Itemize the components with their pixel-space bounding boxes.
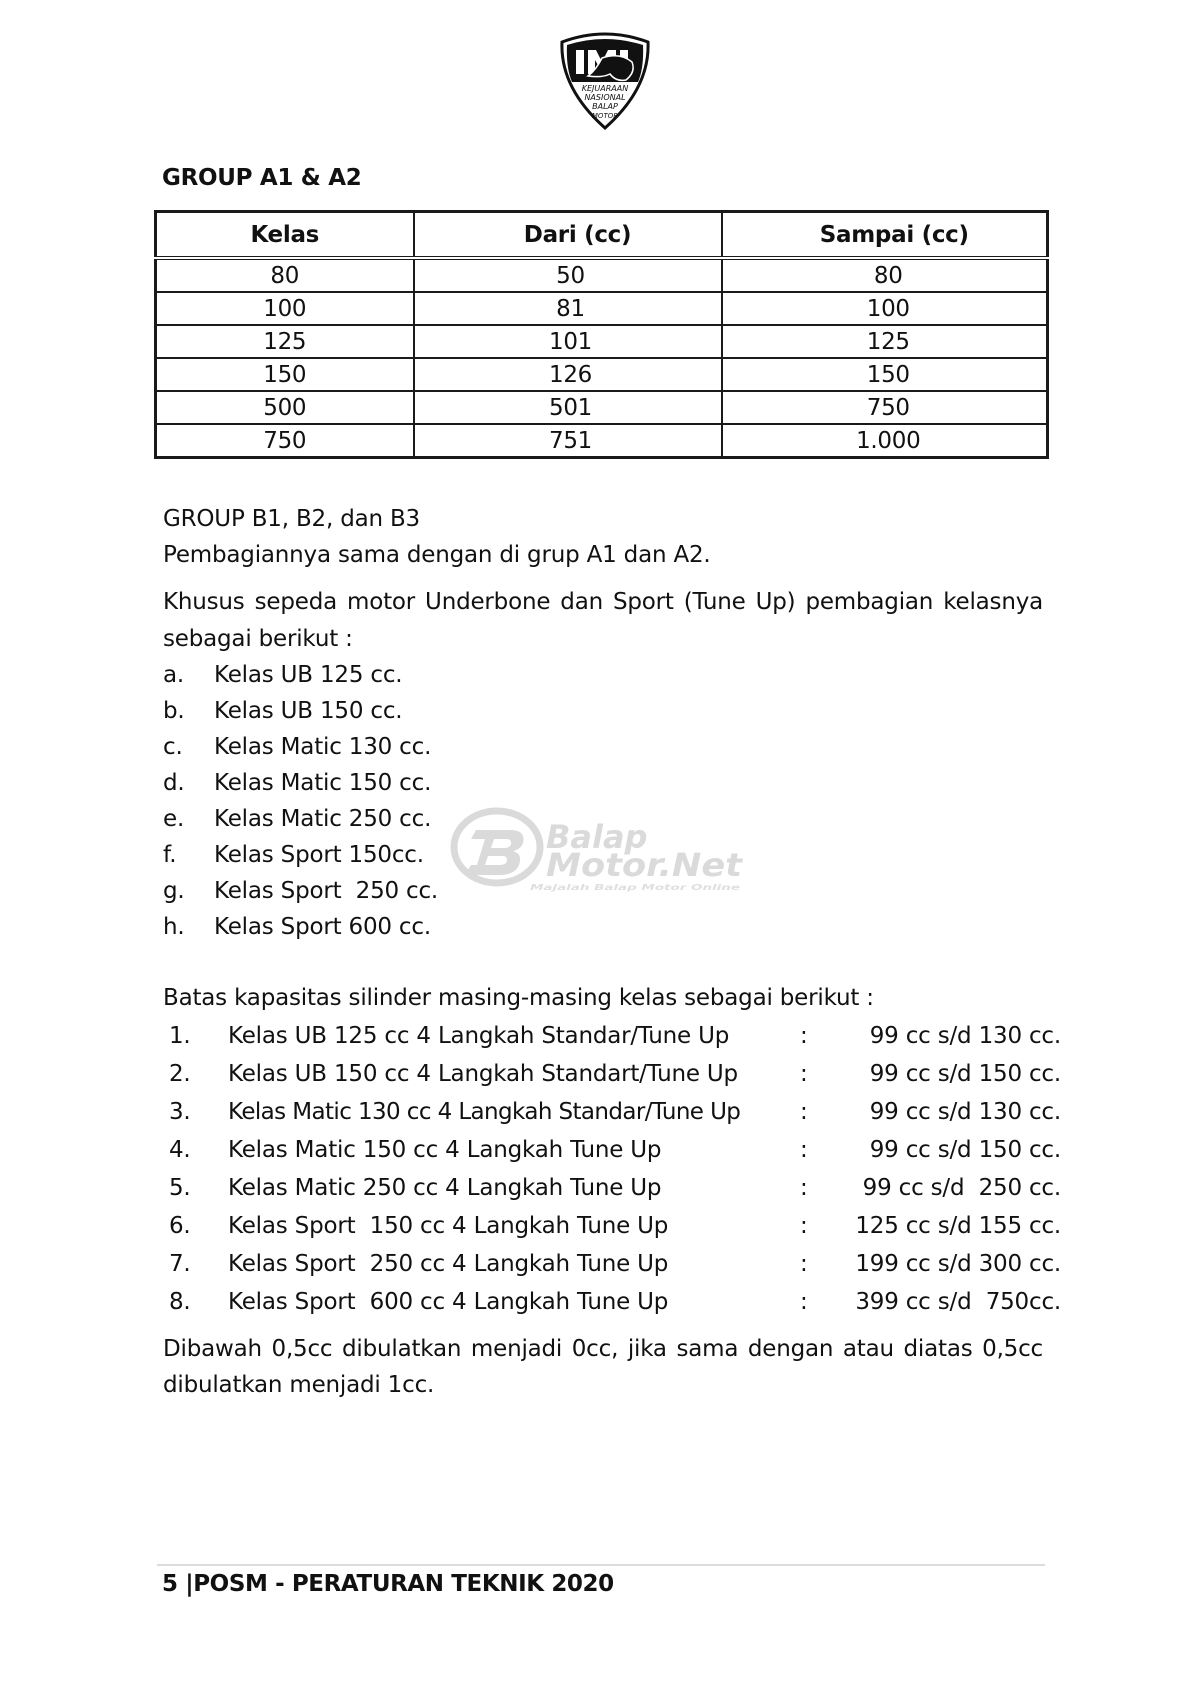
capacity-num: 2.: [169, 1061, 191, 1087]
group-b-heading: GROUP B1, B2, dan B3: [163, 506, 420, 532]
watermark-tagline: Majalah Balap Motor Online: [530, 883, 741, 892]
list-marker: c.: [163, 734, 183, 760]
capacity-num: 4.: [169, 1137, 191, 1163]
cell-sampai: 80: [722, 258, 1048, 292]
header-dari: Dari (cc): [414, 212, 722, 259]
capacity-class: Kelas Sport 600 cc 4 Langkah Tune Up: [228, 1289, 669, 1315]
list-item: Kelas Matic 150 cc.: [214, 770, 432, 796]
cell-kelas: 750: [156, 424, 414, 458]
list-marker: d.: [163, 770, 185, 796]
list-marker: e.: [163, 806, 185, 832]
capacity-range: 125 cc s/d 155 cc.: [855, 1213, 1061, 1239]
list-marker: f.: [163, 842, 177, 868]
list-marker: b.: [163, 698, 185, 724]
capacity-separator: :: [800, 1175, 808, 1201]
list-marker: a.: [163, 662, 185, 688]
watermark-line2: Motor.Net: [546, 846, 744, 884]
class-capacity-table: [154, 210, 1049, 459]
logo-text-2: NASIONAL: [584, 93, 626, 102]
capacity-intro: Batas kapasitas silinder masing-masing kelas sebagai berikut :: [163, 985, 874, 1011]
list-item: Kelas Sport 250 cc.: [214, 878, 439, 904]
table-row: [156, 358, 1048, 391]
table-row: [156, 325, 1048, 358]
capacity-class: Kelas UB 150 cc 4 Langkah Standart/Tune Up: [228, 1061, 738, 1087]
special-intro-line2: sebagai berikut :: [163, 626, 353, 652]
capacity-separator: :: [800, 1213, 808, 1239]
cell-dari: 81: [414, 292, 722, 325]
capacity-class: Kelas Sport 250 cc 4 Langkah Tune Up: [228, 1251, 669, 1277]
capacity-class: Kelas Matic 250 cc 4 Langkah Tune Up: [228, 1175, 662, 1201]
capacity-range: 99 cc s/d 250 cc.: [862, 1175, 1061, 1201]
capacity-class: Kelas UB 125 cc 4 Langkah Standar/Tune Up: [228, 1023, 730, 1049]
cell-dari: 751: [414, 424, 722, 458]
list-item: Kelas UB 125 cc.: [214, 662, 403, 688]
group-a-heading: GROUP A1 & A2: [162, 165, 362, 191]
balapmotor-b-logo-icon: [454, 811, 540, 883]
capacity-class: Kelas Sport 150 cc 4 Langkah Tune Up: [228, 1213, 669, 1239]
cell-kelas: 150: [156, 358, 414, 391]
logo-text-1: KEJUARAAN: [581, 84, 629, 93]
list-item: Kelas Matic 250 cc.: [214, 806, 432, 832]
capacity-separator: :: [800, 1023, 808, 1049]
special-intro-line1: Khusus sepeda motor Underbone dan Sport (Tune Up) pembagian kelasnya: [163, 589, 1043, 615]
cell-kelas: 80: [156, 258, 414, 292]
logo-text-4: MOTOR: [591, 112, 619, 120]
header-kelas: Kelas: [156, 212, 414, 259]
capacity-range: 99 cc s/d 150 cc.: [869, 1061, 1061, 1087]
list-item: Kelas Sport 150cc.: [214, 842, 424, 868]
capacity-class: Kelas Matic 130 cc 4 Langkah Standar/Tune Up: [228, 1099, 741, 1125]
capacity-range: 199 cc s/d 300 cc.: [855, 1251, 1061, 1277]
cell-sampai: 100: [722, 292, 1048, 325]
table-row: [156, 391, 1048, 424]
cell-sampai: 1.000: [722, 424, 1048, 458]
capacity-separator: :: [800, 1251, 808, 1277]
watermark-line1: Balap: [546, 818, 648, 856]
table-header-row: [156, 212, 1048, 259]
list-item: Kelas Matic 130 cc.: [214, 734, 432, 760]
group-b-note: Pembagiannya sama dengan di grup A1 dan A2.: [163, 542, 711, 568]
footer-divider: [157, 1564, 1045, 1566]
header-sampai: Sampai (cc): [722, 212, 1048, 259]
cell-kelas: 500: [156, 391, 414, 424]
capacity-num: 7.: [169, 1251, 191, 1277]
rounding-line1: Dibawah 0,5cc dibulatkan menjadi 0cc, jika sama dengan atau diatas 0,5cc: [163, 1336, 1043, 1362]
capacity-num: 3.: [169, 1099, 191, 1125]
cell-dari: 50: [414, 258, 722, 292]
list-marker: h.: [163, 914, 185, 940]
cell-dari: 501: [414, 391, 722, 424]
capacity-separator: :: [800, 1061, 808, 1087]
capacity-separator: :: [800, 1137, 808, 1163]
table-row: [156, 292, 1048, 325]
balapmotor-watermark: [450, 806, 750, 896]
capacity-num: 8.: [169, 1289, 191, 1315]
rounding-line2: dibulatkan menjadi 1cc.: [163, 1372, 435, 1398]
capacity-num: 5.: [169, 1175, 191, 1201]
imi-shield-logo-icon: [558, 28, 652, 130]
list-marker: g.: [163, 878, 185, 904]
cell-dari: 101: [414, 325, 722, 358]
capacity-num: 1.: [169, 1023, 191, 1049]
list-item: Kelas Sport 600 cc.: [214, 914, 431, 940]
cell-dari: 126: [414, 358, 722, 391]
table-row: [156, 258, 1048, 292]
capacity-range: 99 cc s/d 150 cc.: [869, 1137, 1061, 1163]
capacity-range: 99 cc s/d 130 cc.: [869, 1023, 1061, 1049]
capacity-num: 6.: [169, 1213, 191, 1239]
logo-text-3: BALAP: [592, 102, 618, 111]
capacity-range: 399 cc s/d 750cc.: [855, 1289, 1061, 1315]
footer-page-label: 5 |POSM - PERATURAN TEKNIK 2020: [162, 1571, 614, 1597]
capacity-separator: :: [800, 1289, 808, 1315]
table-row: [156, 424, 1048, 458]
cell-sampai: 125: [722, 325, 1048, 358]
list-item: Kelas UB 150 cc.: [214, 698, 403, 724]
capacity-class: Kelas Matic 150 cc 4 Langkah Tune Up: [228, 1137, 662, 1163]
capacity-range: 99 cc s/d 130 cc.: [869, 1099, 1061, 1125]
capacity-separator: :: [800, 1099, 808, 1125]
cell-kelas: 125: [156, 325, 414, 358]
cell-sampai: 750: [722, 391, 1048, 424]
cell-kelas: 100: [156, 292, 414, 325]
cell-sampai: 150: [722, 358, 1048, 391]
